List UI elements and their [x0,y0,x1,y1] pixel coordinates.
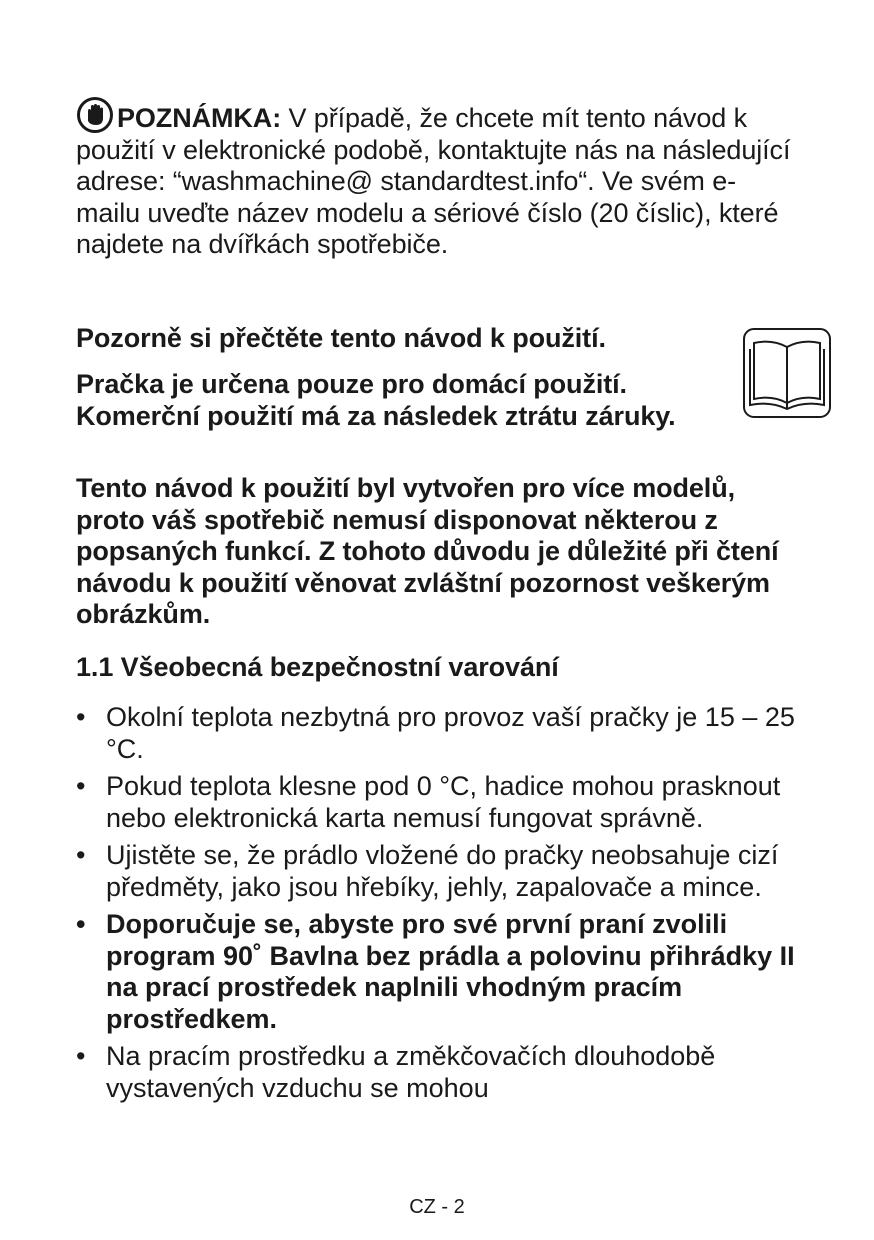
domestic-use-notice: Pračka je určena pouze pro domácí použití. Komerční použití má za následek ztrátu záruky. [76,369,676,431]
list-item [76,1041,816,1104]
note-text: V případě, že chcete mít tento návod k použití v elektronické podobě, kontaktujte nás na následující adrese: “washmachine@ standardtest.info“. Ve svém e-mailu uveďte název modelu a sériové číslo (20 číslic), které najdete na dvířkách spotřebiče. [76,103,791,259]
list-item [76,771,816,834]
list-item [76,909,816,1035]
note-label: POZNÁMKA: [117,103,282,133]
note-paragraph [76,97,796,261]
list-item-text: Pokud teplota klesne pod 0 °C, hadice mohou prasknout nebo elektronická karta nemusí fungovat správně. [106,771,781,833]
hand-stop-icon [76,97,114,133]
read-manual-notice: Pozorně si přečtěte tento návod k použití. [76,323,606,353]
bullet-marker: • [76,771,86,801]
list-item-text: Doporučuje se, abyste pro své první praní zvolili program 90˚ Bavlna bez prádla a polovinu přihrádky II na prací prostředek naplnili vhodným pracím prostředkem. [106,909,795,1034]
safety-warnings-list [76,702,816,1110]
bullet-marker: • [76,702,86,732]
list-item-text: Ujistěte se, že prádlo vložené do pračky neobsahuje cizí předměty, jako jsou hřebíky, jehly, zapalovače a mince. [106,840,779,902]
open-book-icon [742,327,832,419]
bullet-marker: • [76,1041,86,1071]
multi-model-notice: Tento návod k použití byl vytvořen pro více modelů, proto váš spotřebič nemusí disponovat některou z popsaných funkcí. Z tohoto důvodu je důležité při čtení návodu k použití věnovat zvláštní pozornost veškerým obrázkům. [76,473,779,629]
list-item [76,702,816,765]
bullet-marker: • [76,909,86,939]
section-heading: 1.1 Všeobecná bezpečnostní varování [76,652,559,682]
bullet-marker: • [76,840,86,870]
list-item [76,840,816,903]
page-number: CZ - 2 [409,1196,465,1218]
list-item-text: Na pracím prostředku a změkčovačích dlouhodobě vystavených vzduchu se mohou [106,1041,716,1103]
list-item-text: Okolní teplota nezbytná pro provoz vaší pračky je 15 – 25 °C. [106,702,795,764]
